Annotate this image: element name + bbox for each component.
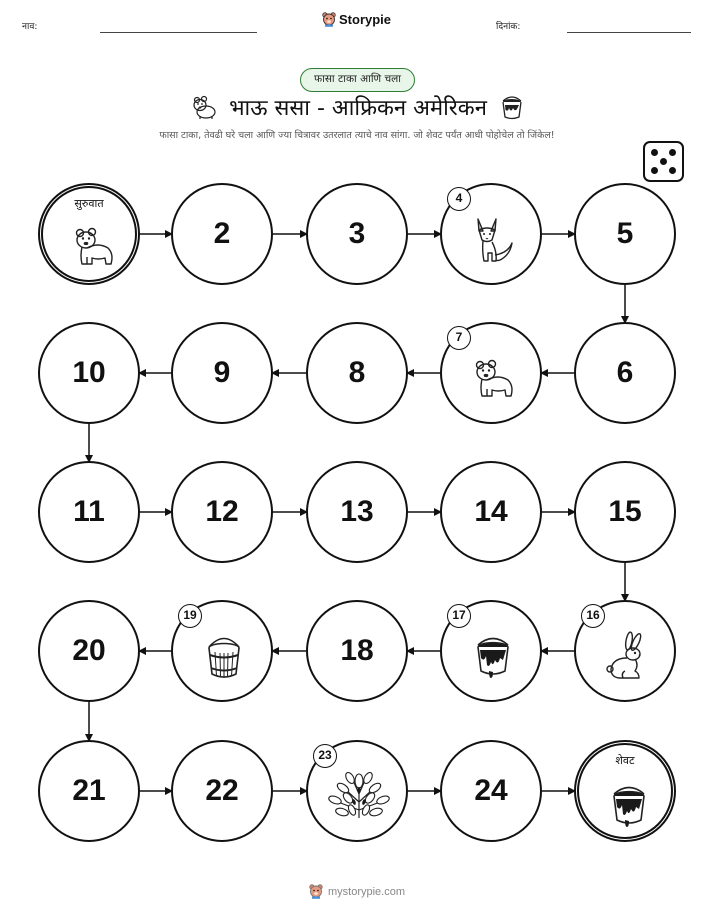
board-space	[38, 600, 140, 702]
name-label: नाव:	[22, 22, 38, 32]
board-space	[38, 322, 140, 424]
dice-icon	[643, 141, 684, 182]
space-number: 5	[616, 217, 634, 250]
board-space	[440, 322, 542, 424]
tar-bucket-icon	[499, 93, 525, 121]
bear-icon	[70, 226, 116, 272]
space-number: 10	[72, 356, 106, 389]
board-space	[306, 600, 408, 702]
board-space	[171, 600, 273, 702]
name-line[interactable]	[100, 32, 257, 33]
game-type-badge: फासा टाका आणि चला	[300, 68, 415, 92]
end-label: शेवट	[615, 754, 635, 767]
space-number: 13	[340, 495, 374, 528]
board-space	[38, 740, 140, 842]
footer-site: mystorypie.com	[327, 885, 406, 898]
space-number: 2	[213, 217, 231, 250]
date-line[interactable]	[567, 32, 691, 33]
space-number: 6	[616, 356, 634, 389]
brand-logo	[322, 12, 391, 27]
board-space	[574, 322, 676, 424]
board-space	[440, 183, 542, 285]
tar-bucket-icon	[609, 783, 649, 833]
board-space	[440, 461, 542, 563]
board-space	[171, 322, 273, 424]
space-number: 3	[348, 217, 366, 250]
space-number: 9	[213, 356, 231, 389]
board-space	[574, 600, 676, 702]
board-space	[574, 183, 676, 285]
storypie-bear-icon	[322, 12, 336, 27]
space-number-tag: 4	[447, 187, 471, 211]
finish-space	[574, 740, 676, 842]
space-number-tag: 16	[581, 604, 605, 628]
bear-icon	[189, 94, 217, 120]
page-title: भाऊ ससा - आफ्रिकन अमेरिकन	[229, 96, 487, 121]
board-space	[440, 740, 542, 842]
storypie-bear-icon	[309, 884, 323, 899]
space-number-tag: 23	[313, 744, 337, 768]
wooden-bucket-icon	[203, 633, 245, 685]
space-number-tag: 7	[447, 326, 471, 350]
space-number: 8	[348, 356, 366, 389]
space-number: 21	[72, 774, 106, 807]
board-space	[574, 461, 676, 563]
board-space	[171, 740, 273, 842]
start-space	[38, 183, 140, 285]
space-number: 24	[474, 774, 508, 807]
board-space	[171, 461, 273, 563]
space-number: 20	[72, 634, 106, 667]
space-number-tag: 19	[178, 604, 202, 628]
tar-bucket-icon	[473, 634, 513, 684]
space-number: 18	[340, 634, 374, 667]
footer	[0, 884, 714, 899]
bear-icon	[470, 358, 516, 404]
space-number-tag: 17	[447, 604, 471, 628]
space-number: 14	[474, 495, 508, 528]
space-number: 12	[205, 495, 239, 528]
board-space	[440, 600, 542, 702]
title-row	[0, 92, 714, 122]
board-space	[38, 461, 140, 563]
space-number: 11	[73, 495, 105, 528]
board-space	[306, 740, 408, 842]
date-label: दिनांक:	[496, 22, 521, 32]
start-label: सुरुवात	[74, 197, 104, 210]
space-number: 22	[205, 774, 239, 807]
fox-icon	[470, 215, 516, 269]
rabbit-icon	[603, 631, 651, 687]
board-space	[306, 183, 408, 285]
brand-name: Storypie	[339, 12, 392, 27]
briar-bush-icon	[326, 772, 392, 826]
instructions: फासा टाका, तेवढी घरे चला आणि ज्या चित्रावर उतरलात त्याचे नाव सांगा. जो शेवट पर्यंत आधी पोहोचेल तो जिंकेल!	[159, 130, 555, 141]
board-space	[171, 183, 273, 285]
board-space	[306, 461, 408, 563]
board-space	[306, 322, 408, 424]
space-number: 15	[608, 495, 642, 528]
